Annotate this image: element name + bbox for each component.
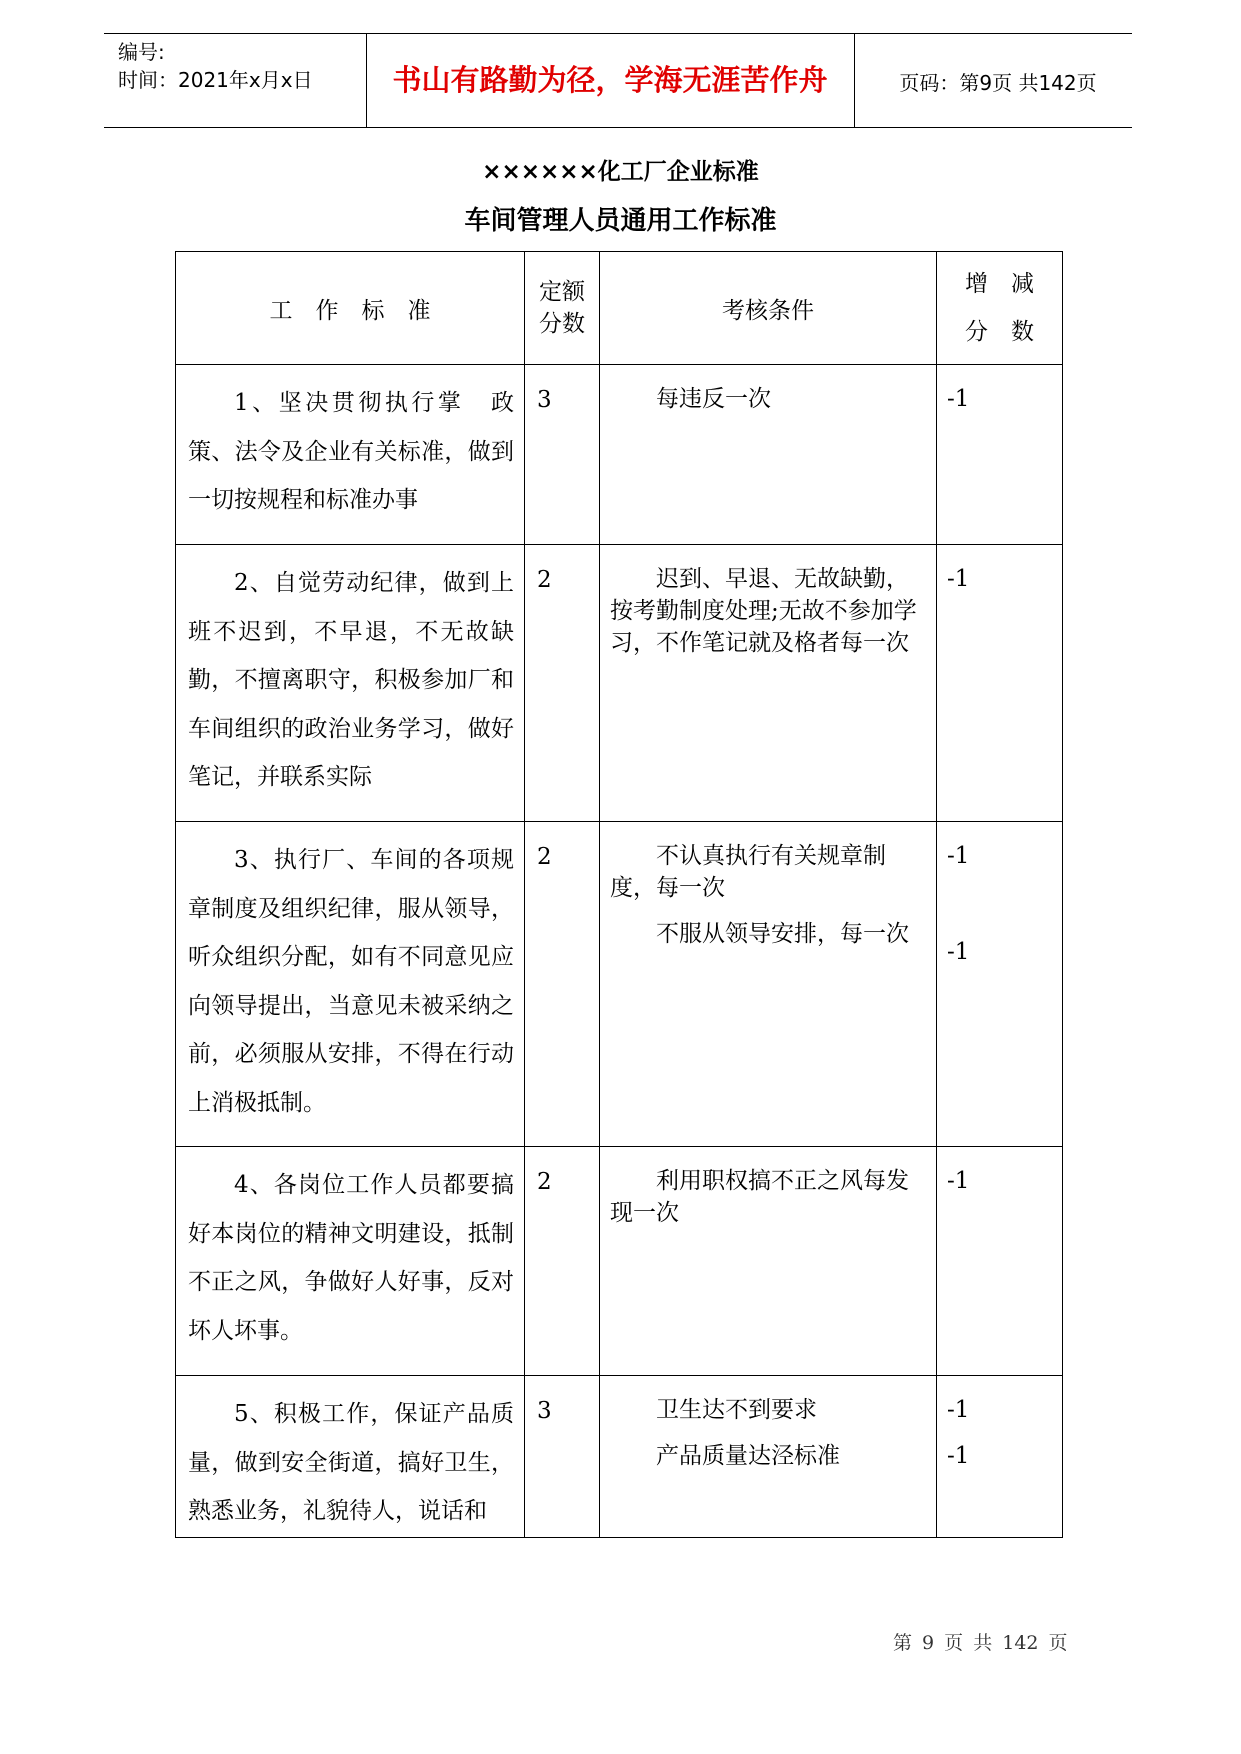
header-adjustment: 增 减 分 数 — [937, 252, 1063, 365]
quota-cell: 2 — [525, 822, 600, 1147]
table-row — [176, 365, 1063, 545]
adjustment-cell: -1 -1 — [937, 1376, 1063, 1538]
standard-cell: 3、执行厂、车间的各项规章制度及组织纪律，服从领导，听众组织分配，如有不同意见应向领导提出，当意见未被采纳之前，必须服从安排，不得在行动上消极抵制。 — [176, 822, 525, 1147]
header-left-block — [118, 38, 358, 94]
time-label: 时间：2021年x月x日 — [118, 68, 313, 92]
serial-number-label: 编号: — [118, 40, 165, 64]
standard-cell: 4、各岗位工作人员都要搞好本岗位的精神文明建设，抵制不正之风，争做好人好事，反对坏人坏事。 — [176, 1147, 525, 1376]
standard-cell: 5、积极工作，保证产品质量，做到安全街道，搞好卫生，熟悉业务，礼貌待人，说话和 — [176, 1376, 525, 1538]
header-condition: 考核条件 — [600, 252, 937, 365]
standard-cell: 1、坚决贯彻执行掌 政策、法令及企业有关标准，做到一切按规程和标准办事 — [176, 365, 525, 545]
header-divider-right — [854, 34, 855, 127]
table-row — [176, 1147, 1063, 1376]
adjustment-cell: -1 — [937, 365, 1063, 545]
table-row — [176, 545, 1063, 822]
condition-cell: 不认真执行有关规章制度，每一次 不服从领导安排，每一次 — [600, 822, 937, 1147]
header-motto: 书山有路勤为径，学海无涯苦作舟 — [392, 63, 828, 97]
adjustment-cell: -1 — [937, 545, 1063, 822]
adjustment-cell: -1 -1 — [937, 822, 1063, 1147]
condition-cell: 利用职权搞不正之风每发现一次 — [600, 1147, 937, 1376]
header-quota: 定额 分数 — [525, 252, 600, 365]
table-row — [176, 1376, 1063, 1538]
condition-cell: 每违反一次 — [600, 365, 937, 545]
condition-cell: 迟到、早退、无故缺勤，按考勤制度处理;无故不参加学习，不作笔记就及格者每一次 — [600, 545, 937, 822]
standard-cell: 2、自觉劳动纪律，做到上班不迟到，不早退，不无故缺勤，不擅离职守，积极参加厂和车间组织的政治业务学习，做好笔记，并联系实际 — [176, 545, 525, 822]
document-title: ××××××化工厂企业标准 — [482, 159, 759, 185]
document-subtitle: 车间管理人员通用工作标准 — [464, 206, 777, 236]
header-standard: 工 作 标 准 — [176, 252, 525, 365]
adjustment-cell: -1 — [937, 1147, 1063, 1376]
quota-cell: 3 — [525, 365, 600, 545]
work-standard-table — [175, 251, 1063, 1538]
table-row — [176, 822, 1063, 1147]
header-page-number: 页码：第9页 共142页 — [899, 71, 1097, 95]
footer-page-number: 第 9 页 共 142 页 — [893, 1632, 1068, 1654]
condition-cell: 卫生达不到要求 产品质量达泾标准 — [600, 1376, 937, 1538]
table-header-row — [176, 252, 1063, 365]
quota-cell: 3 — [525, 1376, 600, 1538]
quota-cell: 2 — [525, 545, 600, 822]
header-divider-left — [366, 34, 367, 127]
page-header — [104, 33, 1132, 128]
quota-cell: 2 — [525, 1147, 600, 1376]
